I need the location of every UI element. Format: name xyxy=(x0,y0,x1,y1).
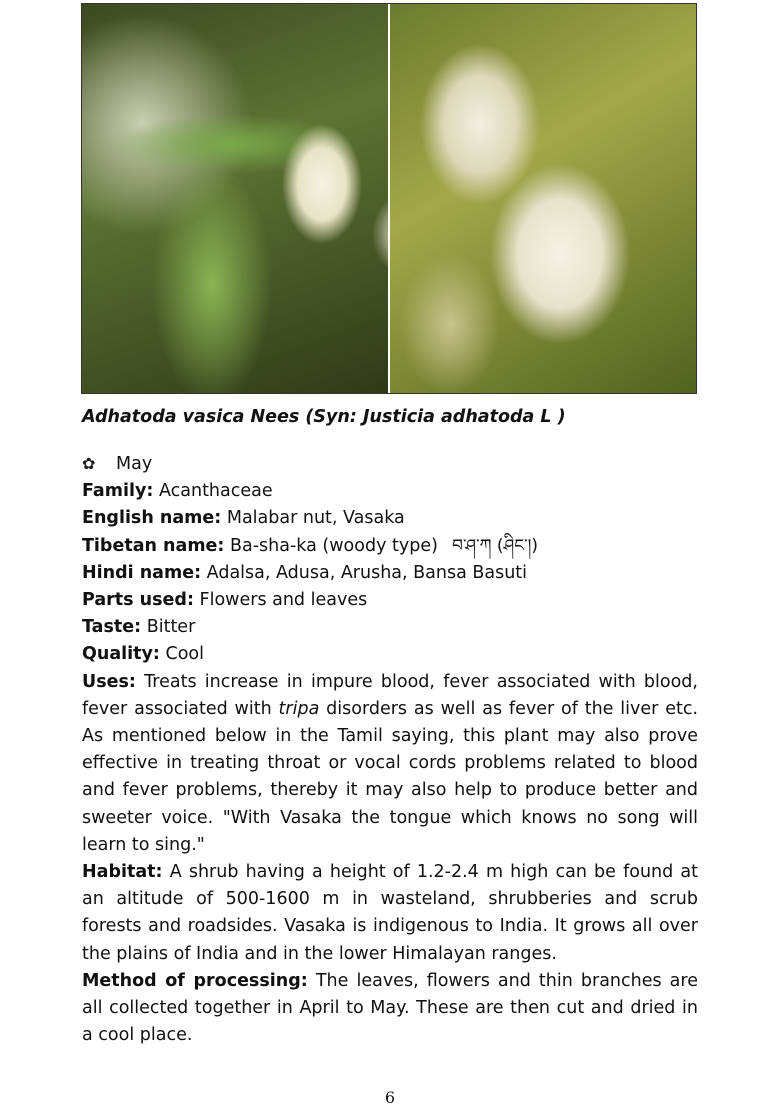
flowering-season xyxy=(82,450,698,478)
field-quality: Quality: Cool xyxy=(82,644,204,665)
field-hindi-name: Hindi name: Adalsa, Adusa, Arusha, Bansa Basuti xyxy=(82,562,528,583)
plant-photo-flowers xyxy=(390,4,696,393)
habitat-paragraph: Habitat: A shrub having a height of 1.2-2.4 m high can be found at an altitude of 500-1600 m in wasteland, shrubberies and scrub forests and roadsides. Vasaka is indigenous to India. It grows all over the plains of India and in the lower Himalayan ranges. xyxy=(82,862,698,964)
tibetan-script: བ་ཤ་ཀ (ཤིང་།) xyxy=(451,535,539,556)
species-title: Adhatoda vasica Nees (Syn: Justicia adhatoda L ) xyxy=(82,407,566,427)
plant-photo-branch xyxy=(82,4,388,393)
plant-details xyxy=(82,450,698,1049)
processing-paragraph: Method of processing: The leaves, flowers and thin branches are all collected together in April to May. These are then cut and dried in a cool place. xyxy=(82,970,698,1046)
field-parts-used: Parts used: Flowers and leaves xyxy=(82,590,368,611)
field-english-name: English name: Malabar nut, Vasaka xyxy=(82,508,405,529)
field-taste: Taste: Bitter xyxy=(82,617,196,638)
uses-paragraph: Uses: Treats increase in impure blood, fever associated with blood, fever associated with tripa disorders as well as fever of the liver etc. As mentioned below in the Tamil saying, this plant may also prove effective in treating throat or vocal cords problems related to blood and fever problems, thereby it may also help to produce better and sweeter voice. "With Vasaka the tongue which knows no song will learn to sing." xyxy=(82,671,699,855)
plant-photos xyxy=(81,3,697,394)
flowering-month: May xyxy=(116,454,153,474)
field-tibetan-name: Tibetan name: Ba-sha-ka (woody type) བ་ཤ་ཀ (ཤིང་།) xyxy=(82,535,539,556)
field-family: Family: Acanthaceae xyxy=(82,481,273,502)
flower-icon: ✿ xyxy=(82,454,96,473)
page-number: 6 xyxy=(384,1088,396,1107)
